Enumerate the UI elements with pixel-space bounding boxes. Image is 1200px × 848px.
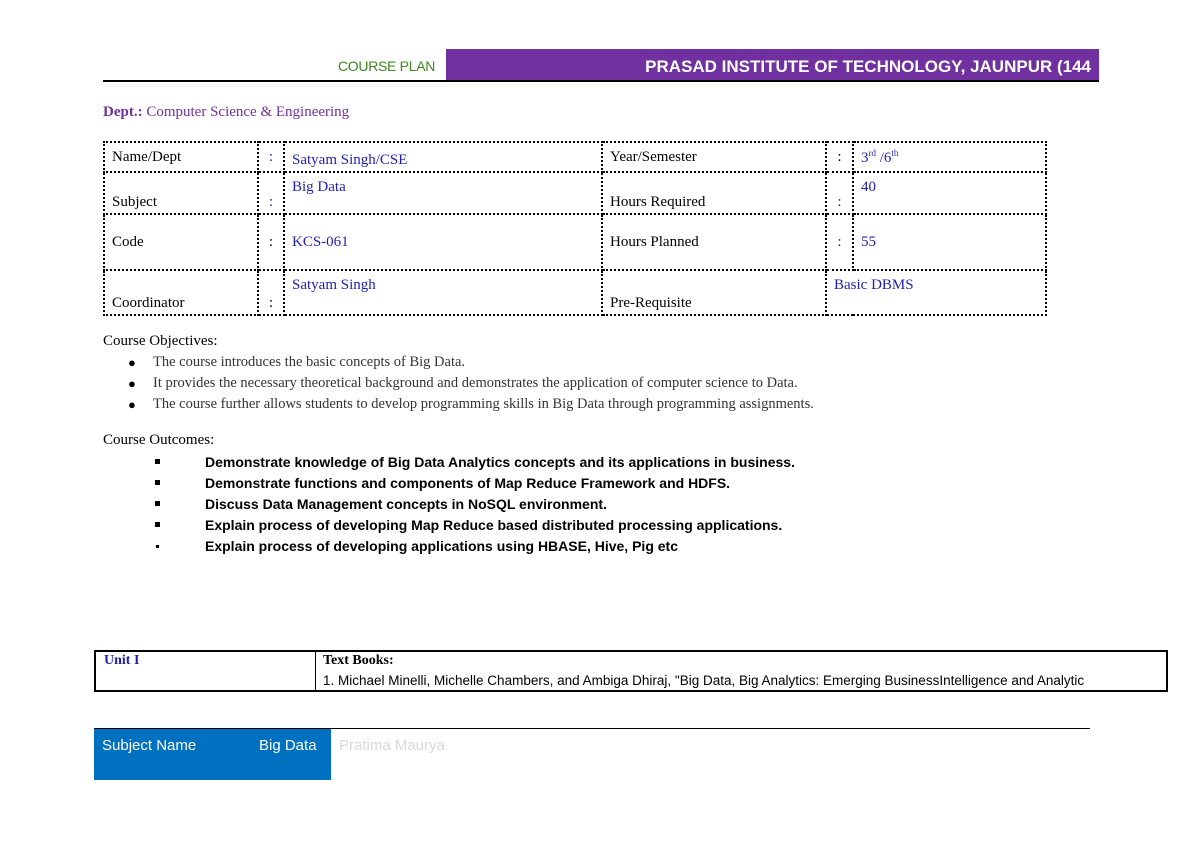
colon: : [258,172,284,214]
name-value: Satyam Singh/CSE [284,142,602,172]
colon: : [258,270,284,315]
bullet-icon: ● [128,376,136,391]
subject-label: Subject [104,172,258,214]
colon: : [826,142,853,172]
list-item: Explain process of developing Map Reduce based distributed processing applications. [153,515,795,536]
unit-table [94,650,1168,692]
bullet-icon: ● [128,397,136,412]
list-item: ● The course further allows students to develop programming skills in Big Data through programming assignments. [128,394,814,415]
doc-type-label: COURSE PLAN [338,58,436,74]
dept-line [103,104,349,121]
square-bullet-icon [155,522,160,527]
subject-name-box [94,729,331,780]
list-item: Explain process of developing applications using HBASE, Hive, Pig etc [153,536,795,557]
subject-value: Big Data [284,172,602,214]
coordinator-value: Satyam Singh [284,270,602,315]
hours-planned-label: Hours Planned [602,214,826,270]
coordinator-label: Coordinator [104,270,258,315]
square-bullet-icon [155,480,160,485]
list-item: Discuss Data Management concepts in NoSQL environment. [153,494,795,515]
course-info-table [103,141,1045,314]
objectives-list [128,352,814,415]
prerequisite-value: Basic DBMS [826,270,1046,315]
square-bullet-icon [156,545,159,548]
institute-banner [446,49,1099,82]
year-value: 3rd /6th [853,142,1046,172]
unit-label: Unit I [104,653,140,668]
subject-name-label: Subject Name [102,737,197,754]
list-item: Demonstrate knowledge of Big Data Analytics concepts and its applications in business. [153,452,795,473]
list-item: ● The course introduces the basic concepts of Big Data. [128,352,814,373]
code-value: KCS-061 [284,214,602,270]
name-label: Name/Dept [104,142,258,172]
outcomes-list [153,452,795,557]
subject-name-value: Big Data [259,737,317,754]
colon: : [826,172,853,214]
list-item: ● It provides the necessary theoretical background and demonstrates the application of computer science to Data. [128,373,814,394]
colon: : [826,214,853,270]
hours-planned-value: 55 [853,214,1046,270]
colon: : [258,214,284,270]
square-bullet-icon [155,459,160,464]
year-label: Year/Semester [602,142,826,172]
bullet-icon: ● [128,355,136,370]
header-rule [103,80,1099,82]
textbook-entry: 1. Michael Minelli, Michelle Chambers, and Ambiga Dhiraj, "Big Data, Big Analytics: Emerging BusinessIntelligence and Analytic [323,673,1085,688]
institute-title: PRASAD INSTITUTE OF TECHNOLOGY, JAUNPUR (144 [645,57,1091,76]
author-name: Pratima Maurya [339,737,445,754]
outcomes-heading: Course Outcomes: [103,432,215,448]
hours-required-label: Hours Required [602,172,826,214]
prerequisite-label: Pre-Requisite [602,270,826,315]
hours-required-value: 40 [853,172,1046,214]
colon: : [258,142,284,172]
list-item: Demonstrate functions and components of Map Reduce Framework and HDFS. [153,473,795,494]
code-label: Code [104,214,258,270]
unit-divider [315,652,316,690]
textbooks-label: Text Books: [323,653,394,668]
square-bullet-icon [155,501,160,506]
objectives-heading: Course Objectives: [103,333,218,349]
dept-label: Dept.: [103,104,143,120]
dept-value: Computer Science & Engineering [146,104,350,120]
